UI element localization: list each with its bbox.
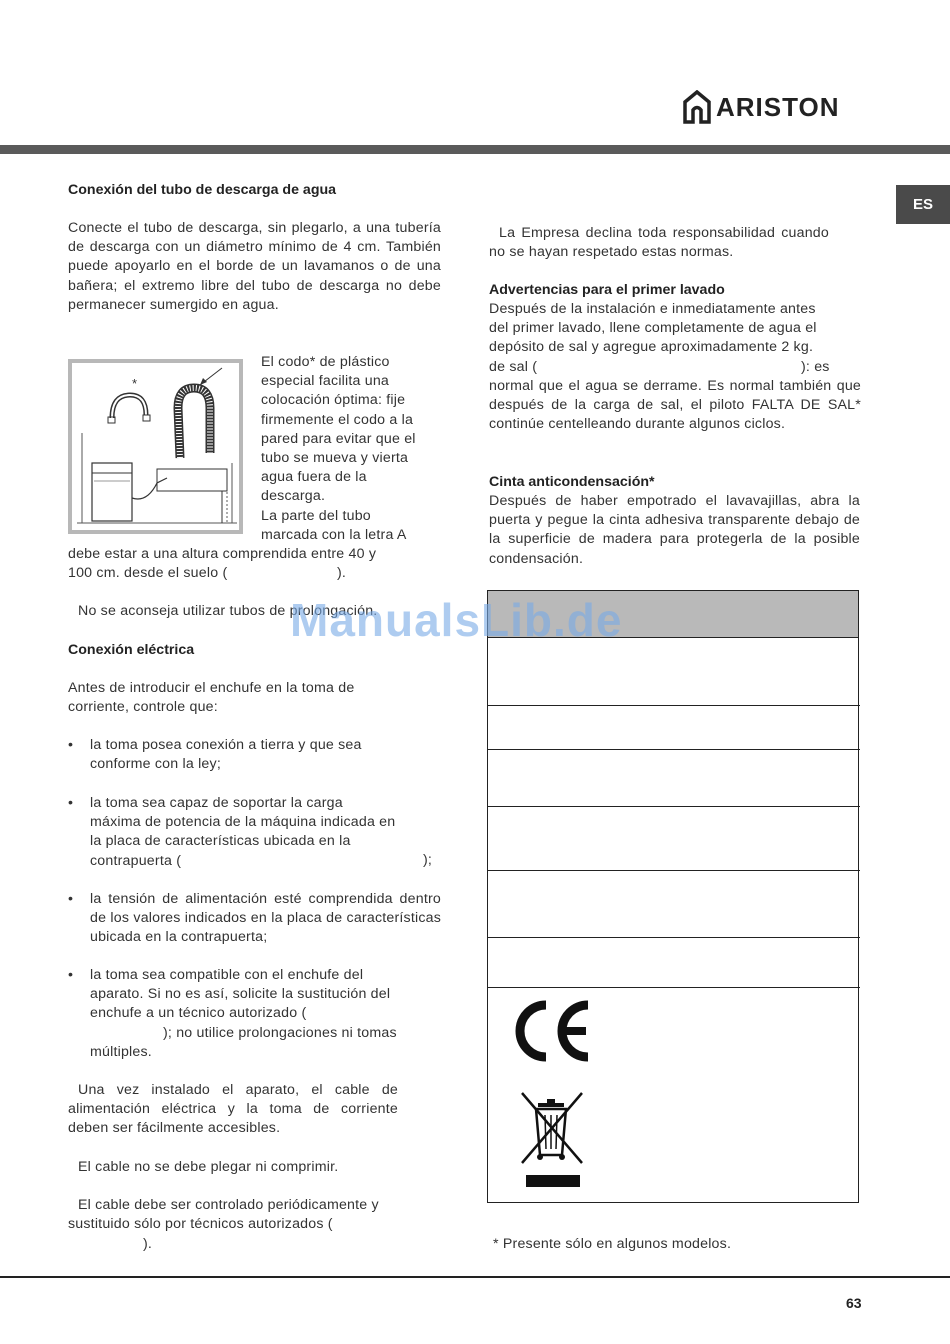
- table-row-divider: [631, 705, 860, 706]
- info-table: [487, 590, 859, 1203]
- bullet-4: • la toma sea compatible con el enchufe del aparato. Si no es así, solicite la sustitución del enchufe a un técnico autorizado ( ); no utilice prolongaciones ni tomas múltiples.: [68, 967, 397, 1060]
- table-row-divider: [488, 705, 631, 706]
- electrical-intro: Antes de introducir el enchufe en la toma de corriente, controle que:: [68, 680, 355, 716]
- footnote: * Presente sólo en algunos modelos.: [493, 1236, 732, 1252]
- bullet-2: • la toma sea capaz de soportar la carga máxima de potencia de la máquina indicada en la placa de características ubicada en la contrapuerta (: [68, 795, 396, 869]
- first-wash-title: Advertencias para el primer lavado: [489, 282, 725, 298]
- no-bend-note: El cable no se debe plegar ni comprimir.: [78, 1159, 339, 1175]
- table-row-divider: [488, 806, 860, 807]
- check-line-2: sustituido sólo por técnicos autorizados (: [68, 1216, 333, 1232]
- installed-note: Una vez instalado el aparato, el cable de alimentación eléctrica y la toma de corriente deben ser fácilmente accesibles.: [68, 1082, 398, 1137]
- table-row-divider: [488, 870, 860, 871]
- tape-paragraph: Después de haber empotrado el lavavajillas, abra la puerta y pegue la cinta adhesiva transparente debajo de la superficie de madera para protegerla de la posible condensación.: [489, 493, 860, 567]
- figure-star: *: [132, 376, 138, 391]
- watermark: ManualsLib.de: [290, 594, 623, 646]
- footer-rule: [0, 1276, 950, 1278]
- company-note: La Empresa declina toda responsabilidad cuando no se hayan respetado estas normas.: [489, 225, 829, 261]
- drain-title: Conexión del tubo de descarga de agua: [68, 182, 337, 198]
- header-bar: [0, 145, 950, 154]
- language-tab[interactable]: ES: [896, 185, 950, 224]
- weee-bin-icon: [518, 1091, 588, 1191]
- check-line-end: ).: [143, 1236, 153, 1252]
- ce-mark-icon: [510, 999, 592, 1063]
- bullet-3: • la tensión de alimentación esté comprendida dentro de los valores indicados en la placa de características ubicada en la contrapuerta;: [68, 891, 441, 946]
- bullet-2-end: );: [423, 852, 433, 868]
- elbow-text: El codo* de plástico especial facilita una colocación óptima: fije firmemente el codo a la pared para evitar que el tubo se mueva y vierta agua fuera de la descarga. La parte del tubo marcada con la letra A: [261, 354, 416, 543]
- drain-paragraph: Conecte el tubo de descarga, sin plegarlo, a una tubería de descarga con un diámetro mínimo de 4 cm. También puede apoyarlo en el borde de un lavamanos o de una bañera; el extremo libre del tubo de descarga no debe permanecer sumergido en agua.: [68, 220, 441, 313]
- no-extension-note: No se aconseja utilizar tubos de prolongación.: [78, 603, 378, 619]
- tape-title: Cinta anticondensación*: [489, 474, 655, 490]
- height-line-2: 100 cm. desde el suelo (: [68, 565, 228, 581]
- table-row-divider: [488, 987, 860, 988]
- height-line-1: debe estar a una altura comprendida entre 40 y: [68, 546, 377, 562]
- page-number: 63: [846, 1295, 862, 1311]
- electrical-title: Conexión eléctrica: [68, 642, 195, 658]
- brand-name: ARISTON: [716, 92, 840, 122]
- check-line-1: El cable debe ser controlado periódicamente y: [78, 1197, 379, 1213]
- bullet-1: • la toma posea conexión a tierra y que sea conforme con la ley;: [68, 737, 362, 773]
- table-row-divider: [488, 937, 860, 938]
- ariston-logo: [682, 90, 867, 126]
- drain-hose-illustration: [68, 359, 243, 534]
- first-wash-paragraph: Después de la instalación e inmediatamente antes del primer lavado, llene completamente de agua el depósito de sal y agregue aproximadamente 2 kg. de sal ( ): es normal que el agua se derrame. Es normal también que después de la carga de sal, el piloto FALTA DE SAL* continúe centelleando durante algunos ciclos.: [489, 301, 861, 433]
- table-row-divider: [488, 749, 860, 750]
- ariston-house-icon: [682, 90, 712, 124]
- height-line-2-end: ).: [337, 565, 347, 581]
